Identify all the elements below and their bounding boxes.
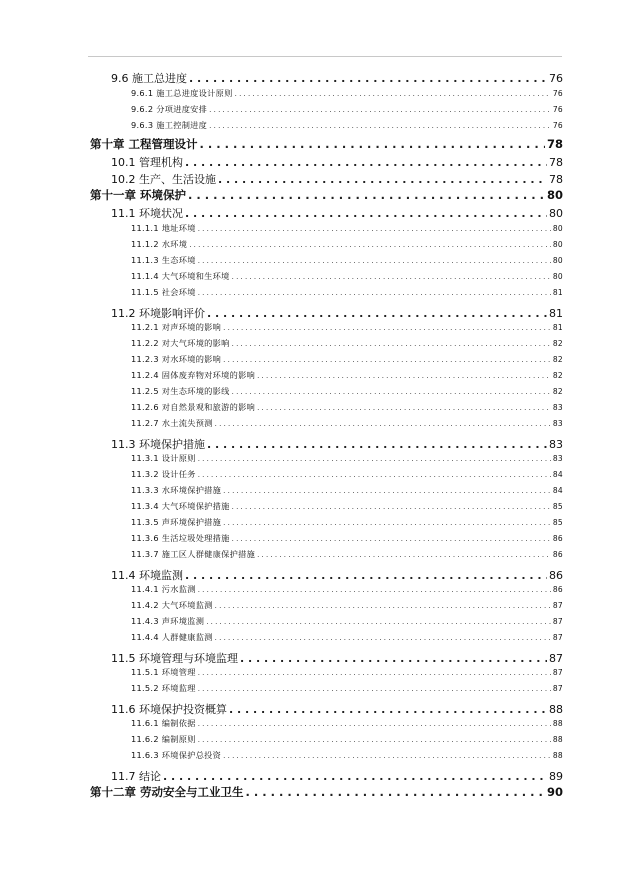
toc-subsection-entry[interactable] [131, 533, 563, 545]
toc-dot-leader [207, 438, 547, 451]
toc-subsection-entry[interactable] [131, 718, 563, 730]
toc-page-number: 88 [549, 703, 563, 716]
toc-dot-leader [198, 225, 551, 233]
toc-page-number: 84 [552, 470, 563, 479]
toc-dot-leader [185, 156, 547, 169]
toc-entry-title: 11.4.4 人群健康监测 [131, 632, 213, 642]
toc-dot-leader [185, 207, 547, 220]
toc-page-number: 76 [552, 89, 563, 98]
toc-section-entry[interactable] [111, 305, 563, 320]
toc-page-number: 82 [552, 387, 563, 396]
toc-entry-title: 第十二章 劳动安全与工业卫生 [90, 785, 244, 799]
toc-entry-title: 9.6.3 施工控制进度 [131, 120, 208, 130]
toc-page-number: 81 [552, 323, 563, 332]
toc-entry-title: 11.6.2 编制原则 [131, 734, 196, 744]
toc-page-number: 87 [549, 652, 563, 665]
toc-subsection-entry[interactable] [131, 453, 563, 465]
toc-section-entry[interactable] [111, 70, 563, 85]
toc-entry-title: 11.1.4 大气环境和生环境 [131, 271, 230, 281]
toc-page-number: 81 [549, 307, 563, 320]
toc-page-number: 89 [549, 770, 563, 783]
toc-dot-leader [206, 618, 551, 626]
toc-dot-leader [198, 720, 551, 728]
toc-dot-leader [198, 257, 551, 265]
toc-entry-title: 11.3.6 生活垃圾处理措施 [131, 533, 230, 543]
toc-entry-title: 11.2.6 对自然景观和旅游的影响 [131, 402, 256, 412]
toc-page-number: 86 [549, 569, 563, 582]
toc-entry-title: 第十章 工程管理设计 [90, 137, 198, 151]
toc-page-number: 90 [546, 785, 563, 799]
toc-subsection-entry[interactable] [131, 120, 563, 132]
toc-page-number: 78 [546, 137, 563, 151]
toc-dot-leader [232, 273, 551, 281]
toc-entry-title: 9.6.1 施工总进度设计原则 [131, 88, 233, 98]
toc-subsection-entry[interactable] [131, 667, 563, 679]
toc-entry-title: 9.6.2 分项进度安排 [131, 104, 208, 114]
toc-entry-title: 11.5 环境管理与环境监理 [111, 652, 238, 665]
toc-subsection-entry[interactable] [131, 287, 563, 299]
toc-entry-title: 11.1.2 水环境 [131, 239, 188, 249]
toc-entry-title: 11.3.4 大气环境保护措施 [131, 501, 230, 511]
toc-page-number: 86 [552, 585, 563, 594]
toc-page-number: 80 [552, 240, 563, 249]
toc-subsection-entry[interactable] [131, 734, 563, 746]
toc-entry-title: 11.5.1 环境管理 [131, 667, 196, 677]
toc-subsection-entry[interactable] [131, 683, 563, 695]
toc-page-number: 82 [552, 371, 563, 380]
toc-page-number: 76 [549, 72, 563, 85]
header-rule [88, 56, 562, 57]
toc-dot-leader [215, 420, 551, 428]
toc-subsection-entry[interactable] [131, 255, 563, 267]
toc-subsection-entry[interactable] [131, 469, 563, 481]
toc-entry-title: 11.2.2 对大气环境的影响 [131, 338, 230, 348]
toc-dot-leader [235, 90, 551, 98]
toc-dot-leader [198, 669, 551, 677]
toc-dot-leader [223, 519, 551, 527]
toc-dot-leader [246, 785, 545, 799]
toc-page-number: 83 [549, 438, 563, 451]
toc-dot-leader [209, 106, 551, 114]
toc-page-number: 81 [552, 288, 563, 297]
toc-subsection-entry[interactable] [131, 88, 563, 100]
toc-page-number: 83 [552, 419, 563, 428]
toc-entry-title: 11.6 环境保护投资概算 [111, 703, 227, 716]
toc-subsection-entry[interactable] [131, 600, 563, 612]
toc-dot-leader [215, 602, 551, 610]
toc-page-number: 88 [552, 751, 563, 760]
toc-page-number: 85 [552, 518, 563, 527]
toc-subsection-entry[interactable] [131, 354, 563, 366]
toc-page-number: 86 [552, 534, 563, 543]
toc-dot-leader [215, 634, 551, 642]
toc-entry-title: 10.1 管理机构 [111, 156, 183, 169]
toc-entry-title: 10.2 生产、生活设施 [111, 173, 216, 186]
toc-entry-title: 11.4.3 声环境监测 [131, 616, 205, 626]
toc-entry-title: 11.2.7 水土流失预测 [131, 418, 213, 428]
toc-dot-leader [218, 173, 547, 186]
toc-entry-title: 11.2.4 固体废弃物对环境的影响 [131, 370, 256, 380]
toc-page-number: 87 [552, 617, 563, 626]
toc-page-number: 86 [552, 550, 563, 559]
toc-dot-leader [200, 137, 545, 151]
toc-section-entry[interactable] [111, 768, 563, 783]
toc-page-number: 80 [546, 188, 563, 202]
toc-dot-leader [198, 471, 551, 479]
toc-section-entry[interactable] [111, 205, 563, 220]
toc-subsection-entry[interactable] [131, 402, 563, 414]
toc-dot-leader [232, 388, 551, 396]
toc-dot-leader [257, 404, 551, 412]
toc-entry-title: 11.1.3 生态环境 [131, 255, 196, 265]
toc-entry-title: 11.3.1 设计原则 [131, 453, 196, 463]
toc-dot-leader [198, 685, 551, 693]
toc-subsection-entry[interactable] [131, 750, 563, 762]
toc-subsection-entry[interactable] [131, 501, 563, 513]
toc-entry-title: 11.2.3 对水环境的影响 [131, 354, 222, 364]
toc-dot-leader [189, 241, 551, 249]
toc-subsection-entry[interactable] [131, 584, 563, 596]
toc-subsection-entry[interactable] [131, 549, 563, 561]
toc-page-number: 78 [549, 173, 563, 186]
toc-entry-title: 11.4.1 污水监测 [131, 584, 196, 594]
toc-page-number: 87 [552, 684, 563, 693]
toc-dot-leader [257, 372, 551, 380]
toc-entry-title: 11.4.2 大气环境监测 [131, 600, 213, 610]
toc-dot-leader [232, 503, 551, 511]
toc-page-number: 76 [552, 105, 563, 114]
toc-subsection-entry[interactable] [131, 338, 563, 350]
toc-entry-title: 11.7 结论 [111, 770, 161, 783]
toc-entry-title: 11.2.1 对声环境的影响 [131, 322, 222, 332]
toc-subsection-entry[interactable] [131, 517, 563, 529]
toc-page-number: 82 [552, 339, 563, 348]
toc-entry-title: 11.1.1 地址环境 [131, 223, 196, 233]
toc-entry-title: 11.3.5 声环境保护措施 [131, 517, 222, 527]
toc-entry-title: 11.2 环境影响评价 [111, 307, 205, 320]
toc-entry-title: 9.6 施工总进度 [111, 72, 187, 85]
toc-dot-leader [198, 289, 551, 297]
toc-dot-leader [198, 586, 551, 594]
toc-dot-leader [189, 72, 547, 85]
toc-section-entry[interactable] [111, 171, 563, 186]
toc-subsection-entry[interactable] [131, 632, 563, 644]
toc-section-entry[interactable] [111, 154, 563, 169]
toc-dot-leader [232, 340, 551, 348]
toc-dot-leader [223, 324, 551, 332]
toc-chapter-entry[interactable] [90, 187, 563, 202]
toc-entry-title: 11.4 环境监测 [111, 569, 183, 582]
toc-dot-leader [185, 569, 547, 582]
toc-page-number: 80 [552, 256, 563, 265]
toc-entry-title: 11.3.2 设计任务 [131, 469, 196, 479]
toc-section-entry[interactable] [111, 650, 563, 665]
toc-dot-leader [198, 455, 551, 463]
toc-dot-leader [209, 122, 551, 130]
toc-dot-leader [223, 752, 551, 760]
toc-section-entry[interactable] [111, 701, 563, 716]
toc-page-number: 88 [552, 719, 563, 728]
toc-subsection-entry[interactable] [131, 104, 563, 116]
toc-subsection-entry[interactable] [131, 322, 563, 334]
toc-dot-leader [240, 652, 547, 665]
toc-page-number: 88 [552, 735, 563, 744]
toc-entry-title: 11.6.1 编制依据 [131, 718, 196, 728]
toc-page-number: 80 [552, 272, 563, 281]
toc-entry-title: 11.1.5 社会环境 [131, 287, 196, 297]
toc-dot-leader [207, 307, 547, 320]
toc-subsection-entry[interactable] [131, 616, 563, 628]
toc-dot-leader [223, 356, 551, 364]
toc-dot-leader [163, 770, 547, 783]
toc-page-number: 83 [552, 454, 563, 463]
toc-page-number: 80 [552, 224, 563, 233]
toc-dot-leader [232, 535, 551, 543]
toc-page-number: 84 [552, 486, 563, 495]
toc-entry-title: 11.3.7 施工区人群健康保护措施 [131, 549, 256, 559]
toc-dot-leader [188, 188, 545, 202]
toc-entry-title: 11.3.3 水环境保护措施 [131, 485, 222, 495]
toc-page-number: 87 [552, 601, 563, 610]
toc-entry-title: 第十一章 环境保护 [90, 188, 187, 202]
toc-subsection-entry[interactable] [131, 239, 563, 251]
toc-dot-leader [229, 703, 547, 716]
toc-page-number: 78 [549, 156, 563, 169]
toc-page-number: 76 [552, 121, 563, 130]
toc-entry-title: 11.2.5 对生态环境的影线 [131, 386, 230, 396]
toc-subsection-entry[interactable] [131, 485, 563, 497]
toc-entry-title: 11.6.3 环境保护总投资 [131, 750, 222, 760]
toc-subsection-entry[interactable] [131, 223, 563, 235]
toc-page-number: 80 [549, 207, 563, 220]
toc-section-entry[interactable] [111, 436, 563, 451]
toc-subsection-entry[interactable] [131, 271, 563, 283]
toc-subsection-entry[interactable] [131, 418, 563, 430]
toc-dot-leader [198, 736, 551, 744]
toc-entry-title: 11.1 环境状况 [111, 207, 183, 220]
toc-page-number: 83 [552, 403, 563, 412]
toc-section-entry[interactable] [111, 567, 563, 582]
toc-entry-title: 11.3 环境保护措施 [111, 438, 205, 451]
toc-chapter-entry[interactable] [90, 784, 563, 799]
toc-subsection-entry[interactable] [131, 370, 563, 382]
toc-chapter-entry[interactable] [90, 136, 563, 151]
toc-dot-leader [257, 551, 551, 559]
toc-entry-title: 11.5.2 环境监理 [131, 683, 196, 693]
toc-subsection-entry[interactable] [131, 386, 563, 398]
toc-page-number: 82 [552, 355, 563, 364]
toc-dot-leader [223, 487, 551, 495]
toc-page-number: 85 [552, 502, 563, 511]
toc-page-number: 87 [552, 668, 563, 677]
toc-page-number: 87 [552, 633, 563, 642]
